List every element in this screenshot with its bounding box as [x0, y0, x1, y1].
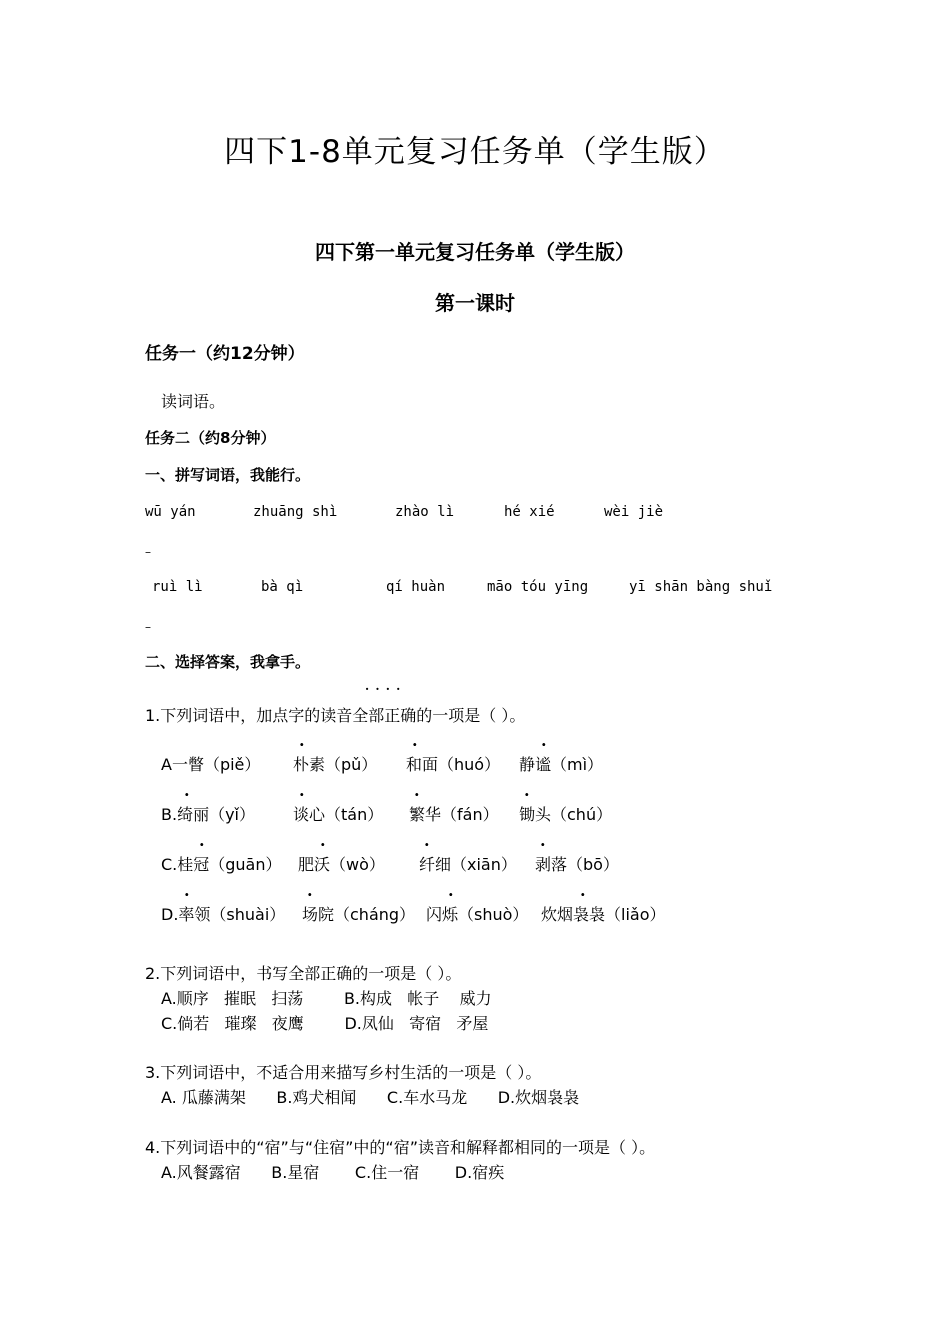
pinyin-item: qí huàn — [386, 579, 446, 595]
q1-option-c-4: 剥落（bō） — [535, 855, 619, 874]
task1-heading: 任务一（约12分钟） — [145, 344, 305, 364]
emphasis-dot: · — [184, 885, 190, 904]
part2-heading: 二、选择答案，我拿手。 — [145, 653, 311, 671]
q1-option-a-1: A一瞥（piě） — [161, 755, 261, 774]
emphasis-dot: · — [580, 885, 586, 904]
pinyin-item: yī shān bàng shuǐ — [629, 579, 773, 595]
question-2-options-line1: A.顺序 摧眠 扫荡 B.构成 帐子 威力 — [161, 989, 492, 1008]
pinyin-item: zhuāng shì — [253, 504, 338, 520]
answer-blank: – — [145, 545, 151, 559]
pinyin-item: zhào lì — [395, 504, 455, 520]
answer-blank: – — [145, 620, 151, 634]
part1-heading: 一、拼写词语，我能行。 — [145, 466, 311, 484]
q1-option-d-2: 场院（cháng） — [302, 905, 416, 924]
emphasis-dot: · — [541, 735, 547, 754]
pinyin-item: ruì lì — [152, 579, 203, 595]
q1-option-d-3: 闪烁（shuò） — [426, 905, 529, 924]
emphasis-dot: · — [307, 885, 313, 904]
emphasis-dot: · — [299, 785, 305, 804]
question-3-stem: 3.下列词语中，不适合用来描写乡村生活的一项是（ ）。 — [145, 1063, 542, 1082]
q1-option-c-2: 肥沃（wò） — [298, 855, 385, 874]
emphasis-dot: · — [424, 835, 430, 854]
q1-option-c-3: 纤细（xiān） — [419, 855, 517, 874]
question-1-stem: 1.下列词语中，加点字的读音全部正确的一项是（ ）。 — [145, 706, 526, 725]
task2-heading: 任务二（约8分钟） — [145, 429, 276, 447]
pinyin-item: wèi jiè — [604, 504, 664, 520]
question-3-options: A. 瓜藤满架 B.鸡犬相闻 C.车水马龙 D.炊烟袅袅 — [161, 1088, 580, 1107]
emphasis-dot: · — [299, 735, 305, 754]
q1-option-b-3: 繁华（fán） — [409, 805, 499, 824]
q1-option-a-4: 静谧（mì） — [519, 755, 604, 774]
lesson-title: 第一课时 — [435, 291, 515, 315]
emphasis-dots: · · · · — [365, 682, 402, 696]
pinyin-item: hé xié — [504, 504, 555, 520]
question-2-options-line2: C.倘若 璀璨 夜鹰 D.凤仙 寄宿 矛屋 — [161, 1014, 489, 1033]
pinyin-item: māo tóu yīng — [487, 579, 589, 595]
unit-title: 四下第一单元复习任务单（学生版） — [315, 240, 635, 264]
q1-option-d-4: 炊烟袅袅（liǎo） — [541, 905, 666, 924]
emphasis-dot: · — [540, 835, 546, 854]
question-4-options: A.风餐露宿 B.星宿 C.住一宿 D.宿疾 — [161, 1163, 505, 1182]
emphasis-dot: · — [414, 785, 420, 804]
emphasis-dot: · — [184, 785, 190, 804]
question-4-stem: 4.下列词语中的“宿”与“住宿”中的“宿”读音和解释都相同的一项是（ ）。 — [145, 1138, 656, 1157]
document-title: 四下1-8单元复习任务单（学生版） — [224, 134, 726, 170]
emphasis-dot: · — [524, 785, 530, 804]
emphasis-dot: · — [199, 835, 205, 854]
q1-option-d-1: D.率领（shuài） — [161, 905, 286, 924]
pinyin-item: bà qì — [261, 579, 304, 595]
q1-option-a-3: 和面（huó） — [406, 755, 501, 774]
task1-instruction: 读词语。 — [161, 392, 226, 411]
question-2-stem: 2.下列词语中，书写全部正确的一项是（ ）。 — [145, 964, 462, 983]
q1-option-c-1: C.桂冠（guān） — [161, 855, 282, 874]
emphasis-dot: · — [320, 835, 326, 854]
emphasis-dot: · — [448, 885, 454, 904]
emphasis-dot: · — [412, 735, 418, 754]
q1-option-b-4: 锄头（chú） — [519, 805, 613, 824]
q1-option-a-2: 朴素（pǔ） — [293, 755, 378, 774]
q1-option-b-1: B.绮丽（yǐ） — [161, 805, 255, 824]
pinyin-item: wū yán — [145, 504, 196, 520]
q1-option-b-2: 谈心（tán） — [293, 805, 384, 824]
